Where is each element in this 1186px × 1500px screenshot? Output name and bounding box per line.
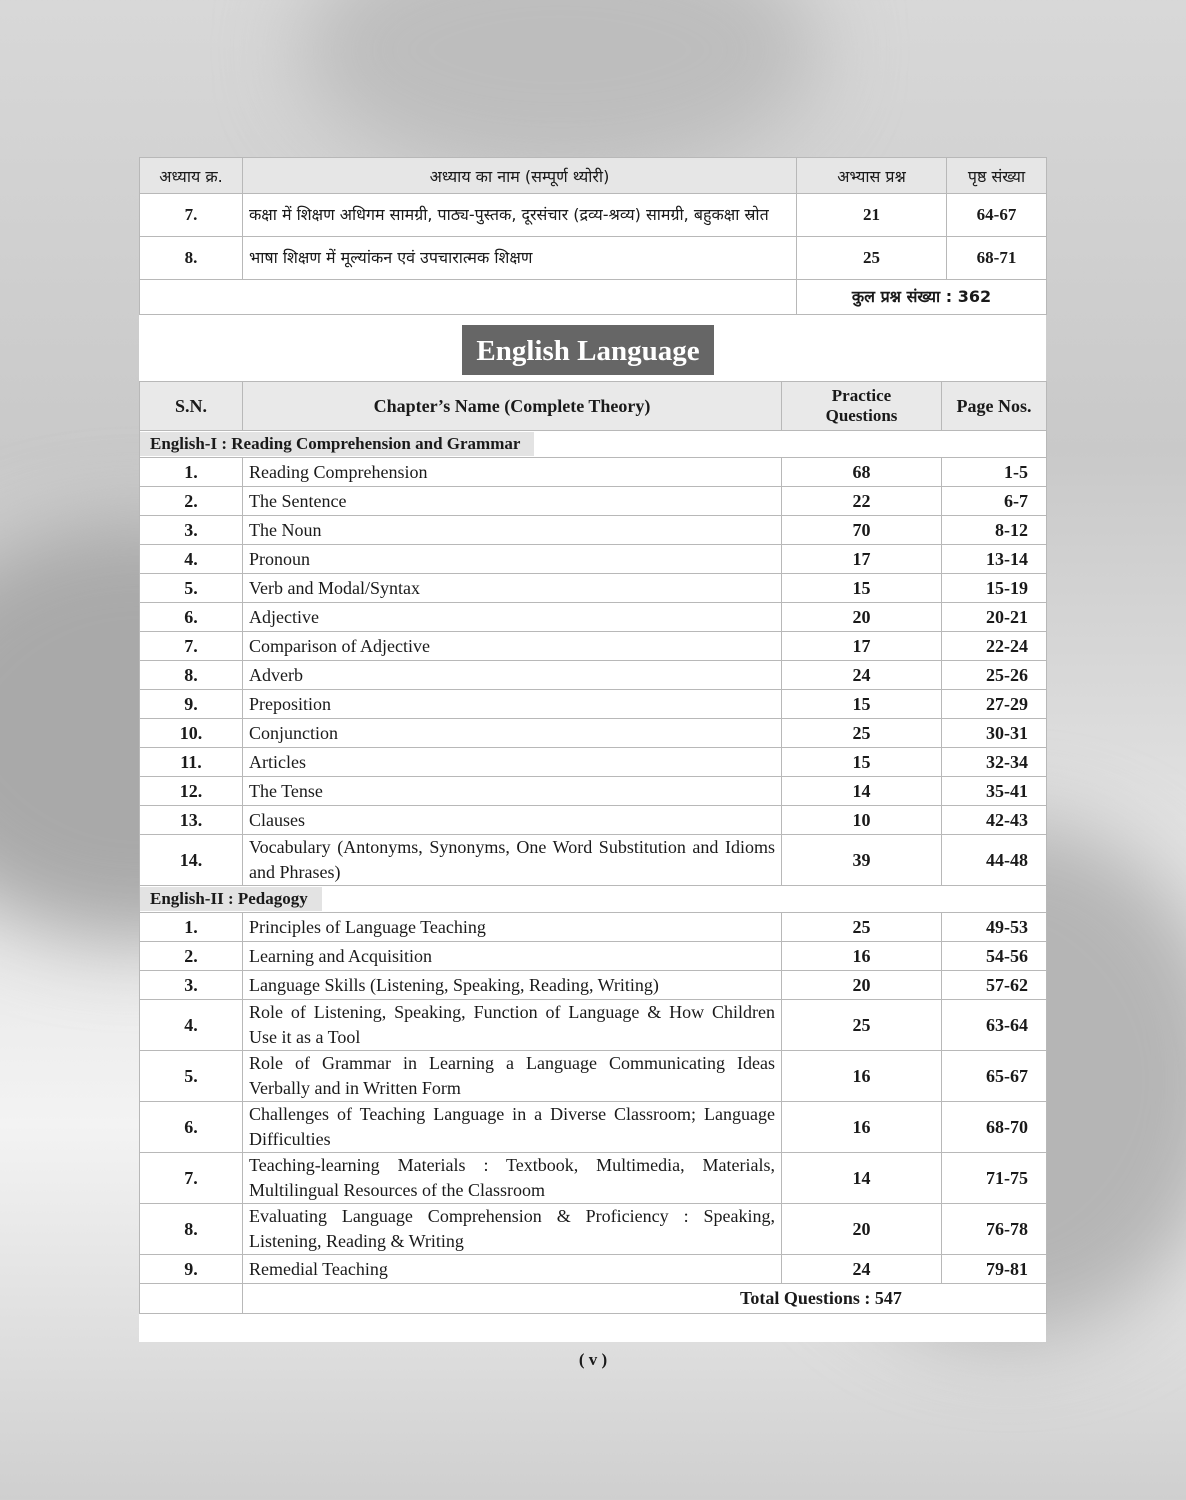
table-row xyxy=(140,1102,1047,1153)
chapter-name: Reading Comprehension xyxy=(243,458,782,487)
table-row xyxy=(140,516,1047,545)
page-range: 68-71 xyxy=(947,237,1047,280)
chapter-name: Adverb xyxy=(243,661,782,690)
header-practice-questions: अभ्यास प्रश्न xyxy=(797,158,947,194)
question-count: 15 xyxy=(782,690,942,719)
serial-number: 4. xyxy=(140,545,243,574)
chapter-name: Role of Grammar in Learning a Language Communicating Ideas Verbally and in Written Form xyxy=(243,1051,782,1102)
table-row xyxy=(140,1051,1047,1102)
chapter-number: 7. xyxy=(140,194,243,237)
hindi-contents-table xyxy=(139,157,1047,315)
page-range: 35-41 xyxy=(942,777,1047,806)
serial-number: 2. xyxy=(140,487,243,516)
empty-cell xyxy=(140,1284,243,1314)
table-row xyxy=(140,632,1047,661)
serial-number: 13. xyxy=(140,806,243,835)
page-range: 13-14 xyxy=(942,545,1047,574)
question-count: 10 xyxy=(782,806,942,835)
chapter-name: Adjective xyxy=(243,603,782,632)
serial-number: 7. xyxy=(140,1153,243,1204)
page-range: 20-21 xyxy=(942,603,1047,632)
table-row xyxy=(140,806,1047,835)
chapter-name: Role of Listening, Speaking, Function of Language & How Children Use it as a Tool xyxy=(243,1000,782,1051)
header-chapter-no: अध्याय क्र. xyxy=(140,158,243,194)
question-count: 16 xyxy=(782,1051,942,1102)
serial-number: 1. xyxy=(140,913,243,942)
page-range: 76-78 xyxy=(942,1204,1047,1255)
page-range: 57-62 xyxy=(942,971,1047,1000)
table-row xyxy=(140,777,1047,806)
chapter-name: Challenges of Teaching Language in a Diverse Classroom; Language Difficulties xyxy=(243,1102,782,1153)
page-range: 6-7 xyxy=(942,487,1047,516)
serial-number: 5. xyxy=(140,574,243,603)
page-range: 65-67 xyxy=(942,1051,1047,1102)
table-row xyxy=(140,194,1047,237)
serial-number: 8. xyxy=(140,661,243,690)
header-sn: S.N. xyxy=(140,382,243,431)
serial-number: 9. xyxy=(140,1255,243,1284)
question-count: 17 xyxy=(782,632,942,661)
header-practice-questions: Practice Questions xyxy=(782,382,942,431)
question-count: 20 xyxy=(782,971,942,1000)
table-row xyxy=(140,719,1047,748)
chapter-name: The Sentence xyxy=(243,487,782,516)
section-banner: English Language xyxy=(462,325,714,375)
serial-number: 4. xyxy=(140,1000,243,1051)
serial-number: 5. xyxy=(140,1051,243,1102)
serial-number: 2. xyxy=(140,942,243,971)
serial-number: 3. xyxy=(140,971,243,1000)
question-count: 14 xyxy=(782,1153,942,1204)
chapter-name: Articles xyxy=(243,748,782,777)
question-count: 14 xyxy=(782,777,942,806)
table-row xyxy=(140,661,1047,690)
english-header-row xyxy=(140,382,1047,431)
table-row xyxy=(140,835,1047,886)
serial-number: 8. xyxy=(140,1204,243,1255)
question-count: 70 xyxy=(782,516,942,545)
chapter-name: Verb and Modal/Syntax xyxy=(243,574,782,603)
chapter-name: Pronoun xyxy=(243,545,782,574)
serial-number: 14. xyxy=(140,835,243,886)
serial-number: 11. xyxy=(140,748,243,777)
table-row xyxy=(140,487,1047,516)
chapter-name: Teaching-learning Materials : Textbook, Multimedia, Materials, Multilingual Resources of the Classroom xyxy=(243,1153,782,1204)
question-count: 15 xyxy=(782,574,942,603)
page-range: 63-64 xyxy=(942,1000,1047,1051)
page-range: 1-5 xyxy=(942,458,1047,487)
table-row xyxy=(140,1000,1047,1051)
chapter-name: भाषा शिक्षण में मूल्यांकन एवं उपचारात्मक शिक्षण xyxy=(243,237,797,280)
chapter-name: Preposition xyxy=(243,690,782,719)
background-shade xyxy=(300,0,820,180)
chapter-name: The Noun xyxy=(243,516,782,545)
table-row xyxy=(140,971,1047,1000)
table-row xyxy=(140,1255,1047,1284)
chapter-number: 8. xyxy=(140,237,243,280)
page-range: 54-56 xyxy=(942,942,1047,971)
serial-number: 7. xyxy=(140,632,243,661)
question-count: 25 xyxy=(782,719,942,748)
page-range: 8-12 xyxy=(942,516,1047,545)
hindi-total-row xyxy=(140,280,1047,315)
header-chapter-name: अध्याय का नाम (सम्पूर्ण थ्योरी) xyxy=(243,158,797,194)
chapter-name: Comparison of Adjective xyxy=(243,632,782,661)
table-row xyxy=(140,1153,1047,1204)
page-range: 25-26 xyxy=(942,661,1047,690)
chapter-name: Vocabulary (Antonyms, Synonyms, One Word Substitution and Idioms and Phrases) xyxy=(243,835,782,886)
hindi-header-row xyxy=(140,158,1047,194)
question-count: 25 xyxy=(782,913,942,942)
chapter-name: Language Skills (Listening, Speaking, Reading, Writing) xyxy=(243,971,782,1000)
chapter-name: कक्षा में शिक्षण अधिगम सामग्री, पाठ्य-पुस्तक, दूरसंचार (द्रव्य-श्रव्य) सामग्री, बहुकक्षा स्रोत xyxy=(243,194,797,237)
serial-number: 10. xyxy=(140,719,243,748)
table-row xyxy=(140,237,1047,280)
serial-number: 1. xyxy=(140,458,243,487)
table-row xyxy=(140,458,1047,487)
page-range: 27-29 xyxy=(942,690,1047,719)
table-row xyxy=(140,1204,1047,1255)
question-count: 25 xyxy=(797,237,947,280)
hindi-total: कुल प्रश्न संख्या : 362 xyxy=(797,280,1047,315)
empty-cell xyxy=(140,280,797,315)
question-count: 24 xyxy=(782,661,942,690)
question-count: 24 xyxy=(782,1255,942,1284)
section-row xyxy=(140,431,1047,458)
header-chapter-name: Chapter’s Name (Complete Theory) xyxy=(243,382,782,431)
chapter-name: Clauses xyxy=(243,806,782,835)
question-count: 20 xyxy=(782,1204,942,1255)
serial-number: 3. xyxy=(140,516,243,545)
section-banner-wrap xyxy=(139,315,1046,381)
page-range: 64-67 xyxy=(947,194,1047,237)
page-range: 30-31 xyxy=(942,719,1047,748)
chapter-name: Evaluating Language Comprehension & Proficiency : Speaking, Listening, Reading & Writing xyxy=(243,1204,782,1255)
question-count: 39 xyxy=(782,835,942,886)
page-range: 22-24 xyxy=(942,632,1047,661)
table-row xyxy=(140,574,1047,603)
table-row xyxy=(140,545,1047,574)
page-range: 42-43 xyxy=(942,806,1047,835)
question-count: 68 xyxy=(782,458,942,487)
chapter-name: Learning and Acquisition xyxy=(243,942,782,971)
header-page-nos: Page Nos. xyxy=(942,382,1047,431)
question-count: 17 xyxy=(782,545,942,574)
question-count: 20 xyxy=(782,603,942,632)
english-total: Total Questions : 547 xyxy=(243,1284,1047,1314)
page-range: 71-75 xyxy=(942,1153,1047,1204)
page-range: 15-19 xyxy=(942,574,1047,603)
question-count: 16 xyxy=(782,1102,942,1153)
page-range: 32-34 xyxy=(942,748,1047,777)
table-row xyxy=(140,748,1047,777)
section-row xyxy=(140,886,1047,913)
section1-rows xyxy=(140,458,1047,886)
page-range: 79-81 xyxy=(942,1255,1047,1284)
table-row xyxy=(140,913,1047,942)
page-range: 68-70 xyxy=(942,1102,1047,1153)
english-contents-table xyxy=(139,381,1047,1314)
serial-number: 9. xyxy=(140,690,243,719)
table-row xyxy=(140,942,1047,971)
section-title: English-II : Pedagogy xyxy=(140,887,322,911)
chapter-name: The Tense xyxy=(243,777,782,806)
section-title: English-I : Reading Comprehension and Grammar xyxy=(140,432,534,456)
chapter-name: Conjunction xyxy=(243,719,782,748)
serial-number: 12. xyxy=(140,777,243,806)
page-range: 49-53 xyxy=(942,913,1047,942)
page-number: ( v ) xyxy=(578,1350,608,1369)
header-page-no: पृष्ठ संख्या xyxy=(947,158,1047,194)
serial-number: 6. xyxy=(140,1102,243,1153)
question-count: 21 xyxy=(797,194,947,237)
chapter-name: Principles of Language Teaching xyxy=(243,913,782,942)
chapter-name: Remedial Teaching xyxy=(243,1255,782,1284)
question-count: 25 xyxy=(782,1000,942,1051)
page-range: 44-48 xyxy=(942,835,1047,886)
table-row xyxy=(140,690,1047,719)
question-count: 15 xyxy=(782,748,942,777)
question-count: 16 xyxy=(782,942,942,971)
contents-sheet xyxy=(139,157,1046,1342)
question-count: 22 xyxy=(782,487,942,516)
english-total-row xyxy=(140,1284,1047,1314)
serial-number: 6. xyxy=(140,603,243,632)
table-row xyxy=(140,603,1047,632)
section2-rows xyxy=(140,913,1047,1284)
